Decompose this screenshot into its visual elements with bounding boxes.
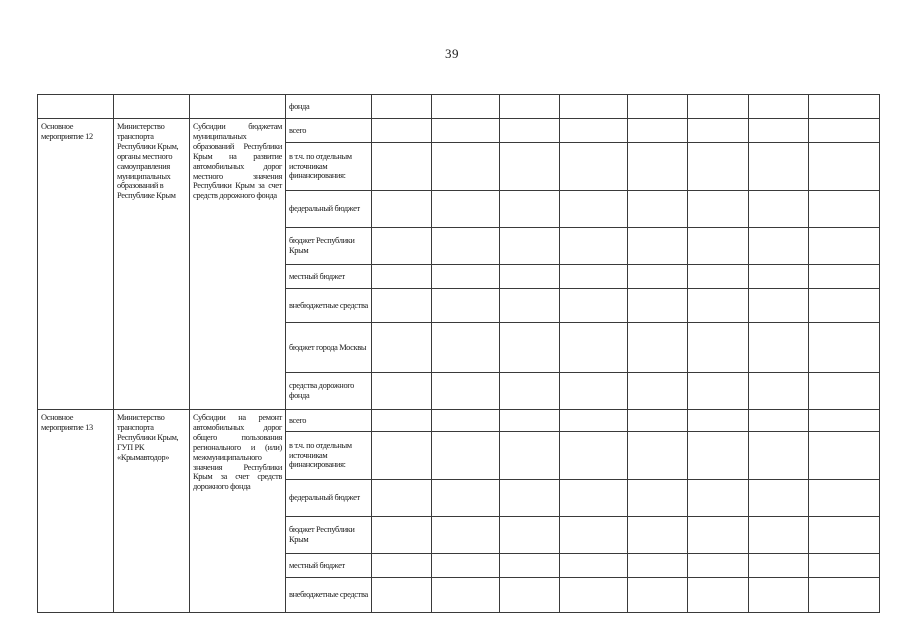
value-cell xyxy=(749,554,809,578)
value-cell xyxy=(432,517,500,554)
value-cell xyxy=(809,410,880,432)
executor-cell xyxy=(114,95,190,119)
value-cell xyxy=(749,432,809,480)
value-cell xyxy=(500,554,560,578)
source-cell: бюджет Республики Крым xyxy=(286,517,372,554)
value-cell xyxy=(560,95,628,119)
value-cell xyxy=(432,323,500,373)
value-cell xyxy=(500,373,560,410)
value-cell xyxy=(560,410,628,432)
value-cell xyxy=(500,323,560,373)
budget-table xyxy=(37,94,880,613)
value-cell xyxy=(809,578,880,613)
value-cell xyxy=(749,373,809,410)
value-cell xyxy=(809,554,880,578)
source-cell: всего xyxy=(286,119,372,143)
value-cell xyxy=(432,554,500,578)
value-cell xyxy=(372,289,432,323)
value-cell xyxy=(688,228,749,265)
value-cell xyxy=(372,119,432,143)
source-cell: фонда xyxy=(286,95,372,119)
value-cell xyxy=(809,119,880,143)
value-cell xyxy=(809,432,880,480)
value-cell xyxy=(432,410,500,432)
value-cell xyxy=(372,323,432,373)
value-cell xyxy=(809,480,880,517)
value-cell xyxy=(432,143,500,191)
value-cell xyxy=(688,480,749,517)
value-cell xyxy=(372,191,432,228)
value-cell xyxy=(809,289,880,323)
value-cell xyxy=(688,373,749,410)
value-cell xyxy=(688,289,749,323)
source-cell: бюджет Республики Крым xyxy=(286,228,372,265)
event-description: Субсидии на ремонт автомобильных дорог общего пользования регионального и (или) межмуниципального значения Республики Крым за счет средств дорожного фонда xyxy=(190,410,286,613)
value-cell xyxy=(372,578,432,613)
value-cell xyxy=(560,228,628,265)
value-cell xyxy=(749,119,809,143)
source-cell: средства дорожного фонда xyxy=(286,373,372,410)
value-cell xyxy=(372,410,432,432)
value-cell xyxy=(560,323,628,373)
value-cell xyxy=(809,143,880,191)
value-cell xyxy=(688,143,749,191)
value-cell xyxy=(628,517,688,554)
value-cell xyxy=(688,410,749,432)
value-cell xyxy=(432,432,500,480)
value-cell xyxy=(628,191,688,228)
page-number: 39 xyxy=(445,46,459,61)
value-cell xyxy=(809,228,880,265)
value-cell xyxy=(628,480,688,517)
value-cell xyxy=(560,554,628,578)
value-cell xyxy=(432,228,500,265)
source-cell: в т.ч. по отдельным источникам финансирования: xyxy=(286,432,372,480)
value-cell xyxy=(809,265,880,289)
value-cell xyxy=(628,554,688,578)
value-cell xyxy=(688,323,749,373)
value-cell xyxy=(432,578,500,613)
value-cell xyxy=(372,143,432,191)
value-cell xyxy=(628,432,688,480)
value-cell xyxy=(560,480,628,517)
value-cell xyxy=(432,373,500,410)
value-cell xyxy=(688,554,749,578)
value-cell xyxy=(628,578,688,613)
value-cell xyxy=(560,143,628,191)
value-cell xyxy=(749,323,809,373)
value-cell xyxy=(372,95,432,119)
source-cell: бюджет города Москвы xyxy=(286,323,372,373)
table-row xyxy=(38,119,880,143)
value-cell xyxy=(809,191,880,228)
value-cell xyxy=(809,323,880,373)
executor-name: Министерство транспорта Республики Крым, органы местного самоуправления муниципальных образований в Республике Крым xyxy=(114,119,190,410)
value-cell xyxy=(372,373,432,410)
value-cell xyxy=(500,517,560,554)
table-row xyxy=(38,95,880,119)
value-cell xyxy=(688,432,749,480)
event-description: Субсидии бюджетам муниципальных образований Республики Крым на развитие автомобильных дорог местного значения Республики Крым за счет средств дорожного фонда xyxy=(190,119,286,410)
value-cell xyxy=(688,191,749,228)
value-cell xyxy=(688,119,749,143)
executor-name: Министерство транспорта Республики Крым, ГУП РК «Крымавтодор» xyxy=(114,410,190,613)
value-cell xyxy=(749,143,809,191)
value-cell xyxy=(560,289,628,323)
value-cell xyxy=(560,432,628,480)
source-cell: федеральный бюджет xyxy=(286,480,372,517)
value-cell xyxy=(372,517,432,554)
value-cell xyxy=(560,578,628,613)
value-cell xyxy=(628,95,688,119)
value-cell xyxy=(749,410,809,432)
value-cell xyxy=(372,480,432,517)
value-cell xyxy=(749,517,809,554)
event-name: Основное мероприятие 12 xyxy=(38,119,114,410)
source-cell: всего xyxy=(286,410,372,432)
value-cell xyxy=(500,191,560,228)
source-cell: местный бюджет xyxy=(286,554,372,578)
value-cell xyxy=(749,228,809,265)
value-cell xyxy=(560,191,628,228)
value-cell xyxy=(432,480,500,517)
source-cell: внебюджетные средства xyxy=(286,578,372,613)
value-cell xyxy=(372,554,432,578)
value-cell xyxy=(628,410,688,432)
value-cell xyxy=(500,228,560,265)
event-name: Основное мероприятие 13 xyxy=(38,410,114,613)
value-cell xyxy=(628,265,688,289)
value-cell xyxy=(628,143,688,191)
source-cell: федеральный бюджет xyxy=(286,191,372,228)
value-cell xyxy=(432,265,500,289)
value-cell xyxy=(688,95,749,119)
source-cell: в т.ч. по отдельным источникам финансирования: xyxy=(286,143,372,191)
value-cell xyxy=(688,265,749,289)
value-cell xyxy=(560,265,628,289)
value-cell xyxy=(628,373,688,410)
value-cell xyxy=(809,517,880,554)
value-cell xyxy=(560,517,628,554)
value-cell xyxy=(628,323,688,373)
value-cell xyxy=(500,432,560,480)
value-cell xyxy=(372,265,432,289)
value-cell xyxy=(688,578,749,613)
value-cell xyxy=(749,265,809,289)
value-cell xyxy=(628,289,688,323)
value-cell xyxy=(500,289,560,323)
value-cell xyxy=(432,191,500,228)
value-cell xyxy=(809,95,880,119)
value-cell xyxy=(500,95,560,119)
value-cell xyxy=(500,578,560,613)
value-cell xyxy=(809,373,880,410)
description-cell xyxy=(190,95,286,119)
value-cell xyxy=(500,265,560,289)
value-cell xyxy=(749,480,809,517)
source-cell: местный бюджет xyxy=(286,265,372,289)
value-cell xyxy=(432,95,500,119)
value-cell xyxy=(749,289,809,323)
value-cell xyxy=(749,578,809,613)
value-cell xyxy=(560,119,628,143)
value-cell xyxy=(688,517,749,554)
value-cell xyxy=(500,480,560,517)
value-cell xyxy=(749,191,809,228)
table-row xyxy=(38,410,880,432)
source-cell: внебюджетные средства xyxy=(286,289,372,323)
value-cell xyxy=(500,119,560,143)
value-cell xyxy=(432,119,500,143)
value-cell xyxy=(500,410,560,432)
value-cell xyxy=(500,143,560,191)
value-cell xyxy=(372,228,432,265)
value-cell xyxy=(372,432,432,480)
value-cell xyxy=(432,289,500,323)
event-cell xyxy=(38,95,114,119)
value-cell xyxy=(749,95,809,119)
value-cell xyxy=(628,228,688,265)
value-cell xyxy=(560,373,628,410)
value-cell xyxy=(628,119,688,143)
